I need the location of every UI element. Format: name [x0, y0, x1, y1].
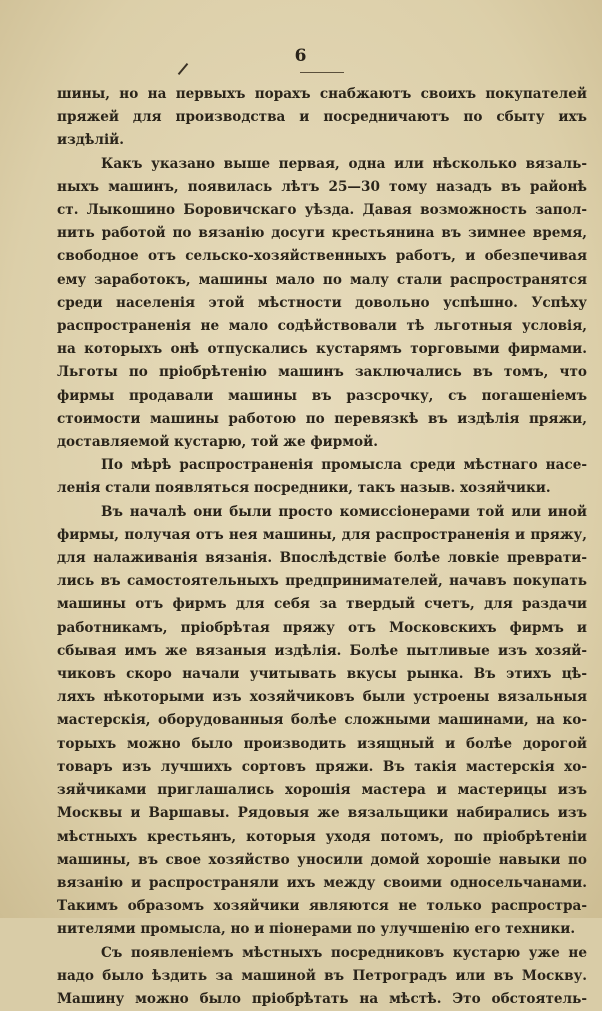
text-line: машины отъ фирмъ для себя за твердый счетъ, для раздачи — [57, 596, 587, 613]
text-line: Какъ указано выше первая, одна или нѣсколько вязаль- — [101, 155, 587, 172]
text-line: По мѣрѣ распространенія промысла среди мѣстнаго насе- — [101, 457, 587, 474]
text-line: Въ началѣ они были просто комиссіонерами той или иной — [101, 503, 587, 520]
text-line: ему заработокъ, машины мало по малу стали распространятся — [57, 271, 587, 288]
text-line: ныхъ машинъ, появилась лѣтъ 25—30 тому назадъ въ районѣ — [57, 178, 587, 195]
text-line: ст. Лыкошино Боровичскаго уѣзда. Давая возможность запол- — [57, 202, 587, 219]
text-line: нителями промысла, но и піонерами по улучшенію его техники. — [57, 921, 576, 938]
text-line: мѣстныхъ крестьянъ, которыя уходя потомъ, по пріобрѣтеніи — [57, 828, 587, 845]
text-line: торыхъ можно было производить изящный и болѣе дорогой — [57, 735, 587, 752]
text-line: шины, но на первыхъ порахъ снабжаютъ своихъ покупателей — [57, 86, 587, 102]
text-line: нить работой по вязанію досуги крестьянина въ зимнее время, — [57, 225, 587, 242]
text-line: доставляемой кустарю, той же фирмой. — [57, 434, 378, 451]
text-line: фирмы, получая отъ нея машины, для распространенія и пряжу, — [57, 526, 587, 543]
text-line: сбывая имъ же вязаныя издѣлія. Болѣе пытливые изъ хозяй- — [57, 642, 587, 659]
text-line: ляхъ нѣкоторыми изъ хозяйчиковъ были устроены вязальныя — [57, 689, 587, 706]
text-line: вязанію и распространяли ихъ между своими односельчанами. — [57, 874, 587, 891]
text-line: Машину можно было пріобрѣтать на мѣстѣ. Это обстоятель- — [57, 990, 587, 1007]
page-number-rule — [300, 72, 344, 73]
text-line: ленія стали появляться посредники, такъ назыв. хозяйчики. — [57, 480, 551, 497]
text-line: лись въ самостоятельныхъ предпринимателей, начавъ покупать — [57, 573, 587, 590]
page-number: 6 — [294, 46, 308, 66]
text-line: Съ появленіемъ мѣстныхъ посредниковъ кустарю уже не — [101, 944, 587, 961]
text-line: работникамъ, пріобрѣтая пряжу отъ Московскихъ фирмъ и — [57, 619, 587, 636]
body-text — [57, 83, 587, 1011]
text-line: зяйчиками приглашались хорошія мастера и мастерицы изъ — [57, 782, 587, 799]
text-line: товаръ изъ лучшихъ сортовъ пряжи. Въ такія мастерскія хо- — [57, 758, 587, 775]
text-line: для налаживанія вязанія. Впослѣдствіе болѣе ловкіе преврати- — [57, 550, 587, 567]
text-line: Льготы по пріобрѣтенію машинъ заключались въ томъ, что — [57, 364, 587, 381]
text-line: свободное отъ сельско-хозяйственныхъ работъ, и обезпечивая — [57, 248, 587, 265]
text-line: на которыхъ онѣ отпускались кустарямъ торговыми фирмами. — [57, 341, 587, 358]
text-line: стоимости машины работою по перевязкѣ въ издѣлія пряжи, — [57, 410, 587, 427]
text-line: мастерскія, оборудованныя болѣе сложными машинами, на ко- — [57, 712, 587, 729]
text-line: издѣлій. — [57, 132, 124, 149]
text-line: среди населенія этой мѣстности довольно успѣшно. Успѣху — [57, 294, 587, 311]
text-line: Москвы и Варшавы. Рядовыя же вязальщики набирались изъ — [57, 805, 587, 822]
text-line: надо было ѣздить за машиной въ Петроградъ или въ Москву. — [57, 967, 587, 984]
text-line: Такимъ образомъ хозяйчики являются не только распростра- — [57, 898, 587, 915]
text-line: машины, въ свое хозяйство уносили домой хорошіе навыки по — [57, 851, 587, 868]
text-line: чиковъ скоро начали учитывать вкусы рынка. Въ этихъ цѣ- — [57, 666, 587, 683]
text-line: фирмы продавали машины въ разсрочку, съ погашеніемъ — [57, 387, 587, 404]
text-line: пряжей для производства и посредничаютъ по сбыту ихъ — [57, 109, 587, 126]
text-line: распространенія не мало содѣйствовали тѣ льготныя условія, — [57, 318, 587, 335]
